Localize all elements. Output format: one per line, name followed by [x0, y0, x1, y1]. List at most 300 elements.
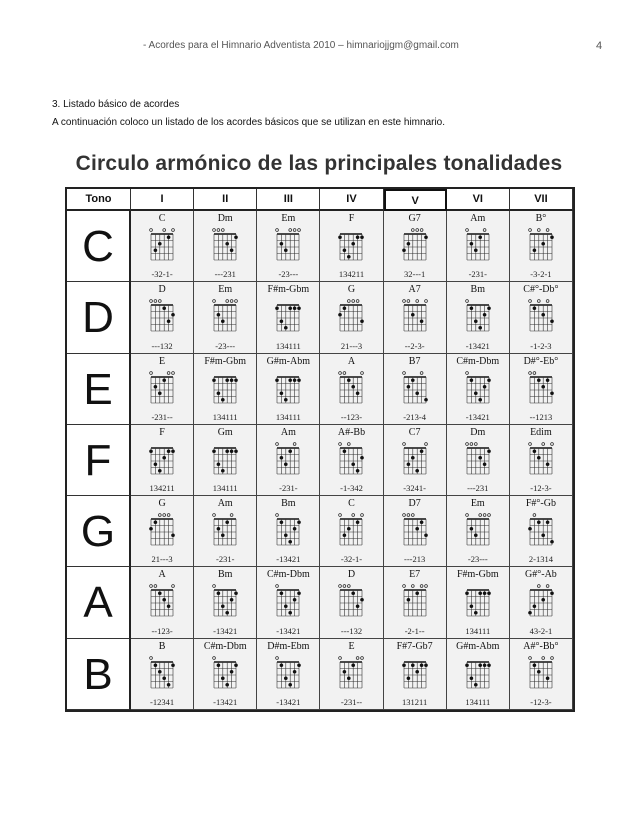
- chord-name: Bm: [470, 284, 485, 296]
- open-string-mark: [276, 229, 279, 232]
- finger-dot: [154, 521, 158, 525]
- chord-cell: [320, 639, 383, 710]
- chord-diagram: [401, 654, 429, 694]
- finger-dot: [424, 663, 428, 667]
- chord-fingering: -13421: [213, 625, 238, 636]
- chord-name: G: [158, 498, 166, 510]
- finger-dot: [419, 521, 423, 525]
- chord-cell: [384, 496, 447, 567]
- chord-fingering: --1213: [529, 411, 553, 422]
- chord-diagram: [527, 582, 555, 622]
- open-string-mark: [465, 229, 468, 232]
- open-string-mark: [529, 656, 532, 659]
- finger-dot: [419, 320, 423, 324]
- open-string-mark: [424, 585, 427, 588]
- chord-name: Dm: [470, 426, 486, 438]
- finger-dot: [356, 391, 360, 395]
- open-string-mark: [343, 585, 346, 588]
- header-degree: I: [131, 189, 194, 211]
- finger-dot: [356, 469, 360, 473]
- chord-diagram: [401, 511, 429, 551]
- finger-dot: [217, 592, 221, 596]
- finger-dot: [415, 592, 419, 596]
- open-string-mark: [407, 514, 410, 517]
- open-string-mark: [213, 656, 216, 659]
- chord-diagram: [337, 369, 365, 409]
- open-string-mark: [213, 514, 216, 517]
- open-string-mark: [411, 229, 414, 232]
- chord-cell: [510, 425, 573, 496]
- open-string-mark: [465, 442, 468, 445]
- open-string-mark: [537, 229, 540, 232]
- chord-cell: [384, 425, 447, 496]
- chord-name: F: [348, 213, 355, 224]
- finger-dot: [424, 398, 428, 402]
- open-string-mark: [352, 300, 355, 303]
- finger-dot: [298, 378, 302, 382]
- chord-cell: [257, 211, 320, 282]
- chord-cell: [510, 211, 573, 282]
- chord-diagram: [337, 226, 365, 266]
- chord-fingering: 134111: [212, 411, 238, 422]
- finger-dot: [550, 391, 554, 395]
- finger-dot: [402, 248, 406, 252]
- chord-fingering: 43-2-1: [529, 625, 553, 636]
- chord-cell: [194, 211, 257, 282]
- chord-diagram: [337, 440, 365, 480]
- open-string-mark: [352, 514, 355, 517]
- finger-dot: [289, 611, 293, 615]
- finger-dot: [411, 456, 415, 460]
- finger-dot: [226, 521, 230, 525]
- finger-dot: [298, 592, 302, 596]
- finger-dot: [154, 663, 158, 667]
- finger-dot: [347, 378, 351, 382]
- finger-dot: [474, 611, 478, 615]
- finger-dot: [217, 462, 221, 466]
- chord-fingering: 134111: [212, 483, 238, 494]
- chord-diagram: [274, 369, 302, 409]
- chord-fingering: ---213: [404, 554, 426, 565]
- finger-dot: [478, 592, 482, 596]
- chord-name: Gm: [217, 426, 233, 438]
- finger-dot: [406, 385, 410, 389]
- chord-fingering: ---132: [340, 625, 363, 636]
- finger-dot: [487, 592, 491, 596]
- finger-dot: [217, 391, 221, 395]
- chord-diagram: [211, 226, 239, 266]
- open-string-mark: [402, 585, 405, 588]
- chord-cell: [257, 496, 320, 567]
- open-string-mark: [163, 514, 166, 517]
- chord-cell: [510, 282, 573, 353]
- chord-fingering: -32-1-: [340, 554, 363, 565]
- finger-dot: [528, 527, 532, 531]
- finger-dot: [483, 663, 487, 667]
- open-string-mark: [402, 371, 405, 374]
- chord-diagram: [401, 369, 429, 409]
- open-string-mark: [465, 300, 468, 303]
- finger-dot: [474, 248, 478, 252]
- open-string-mark: [483, 514, 486, 517]
- finger-dot: [280, 521, 284, 525]
- chord-name: F#m-Gbm: [456, 569, 499, 581]
- key-label: D: [67, 282, 131, 353]
- section-heading: 3. Listado básico de acordes: [52, 99, 180, 110]
- finger-dot: [171, 449, 175, 453]
- finger-dot: [293, 670, 297, 674]
- open-string-mark: [294, 442, 297, 445]
- finger-dot: [284, 676, 288, 680]
- chord-fingering: -231--: [151, 411, 173, 422]
- chord-fingering: 134111: [275, 340, 301, 351]
- finger-dot: [352, 462, 356, 466]
- open-string-mark: [213, 229, 216, 232]
- finger-dot: [415, 391, 419, 395]
- chord-fingering: -3-2-1: [530, 269, 552, 280]
- finger-dot: [212, 378, 216, 382]
- chord-name: F#m-Gbm: [267, 284, 310, 296]
- finger-dot: [230, 449, 234, 453]
- header-text: - Acordes para el Himnario Adventista 2010 – himnariojjgm@gmail.com: [143, 40, 459, 51]
- finger-dot: [234, 378, 238, 382]
- open-string-mark: [474, 442, 477, 445]
- finger-dot: [415, 469, 419, 473]
- open-string-mark: [276, 585, 279, 588]
- finger-dot: [162, 456, 166, 460]
- chord-cell: [320, 496, 383, 567]
- open-string-mark: [546, 300, 549, 303]
- chord-diagram: [401, 226, 429, 266]
- chord-name: G: [347, 284, 356, 296]
- key-label: B: [67, 639, 131, 710]
- open-string-mark: [551, 656, 554, 659]
- finger-dot: [167, 449, 171, 453]
- chord-diagram: [337, 297, 365, 337]
- finger-dot: [469, 527, 473, 531]
- finger-dot: [280, 242, 284, 246]
- finger-dot: [487, 449, 491, 453]
- finger-dot: [352, 242, 356, 246]
- finger-dot: [546, 521, 550, 525]
- chord-fingering: --123-: [340, 411, 363, 422]
- finger-dot: [162, 378, 166, 382]
- chord-name: Am: [280, 426, 296, 438]
- chord-diagram: [211, 511, 239, 551]
- open-string-mark: [402, 442, 405, 445]
- open-string-mark: [529, 371, 532, 374]
- chord-cell: [447, 425, 510, 496]
- chord-diagram: [464, 440, 492, 480]
- chord-name: C7: [408, 426, 421, 438]
- open-string-mark: [357, 300, 360, 303]
- chord-diagram: [527, 297, 555, 337]
- finger-dot: [528, 611, 532, 615]
- chord-name: F#7-Gb7: [396, 640, 433, 652]
- finger-dot: [280, 663, 284, 667]
- open-string-mark: [420, 229, 423, 232]
- open-string-mark: [465, 371, 468, 374]
- chord-name: G#m-Abm: [266, 355, 311, 367]
- open-string-mark: [339, 442, 342, 445]
- open-string-mark: [276, 442, 279, 445]
- finger-dot: [465, 663, 469, 667]
- chord-cell: [257, 354, 320, 425]
- finger-dot: [356, 521, 360, 525]
- finger-dot: [483, 592, 487, 596]
- chord-fingering: 32---1: [404, 269, 426, 280]
- open-string-mark: [230, 300, 233, 303]
- chord-name: G#°-Ab: [525, 569, 557, 581]
- chord-diagram: [274, 440, 302, 480]
- finger-dot: [221, 534, 225, 538]
- open-string-mark: [542, 442, 545, 445]
- open-string-mark: [420, 371, 423, 374]
- finger-dot: [162, 676, 166, 680]
- open-string-mark: [276, 656, 279, 659]
- key-label: C: [67, 211, 131, 282]
- finger-dot: [284, 398, 288, 402]
- chord-cell: [447, 282, 510, 353]
- finger-dot: [347, 676, 351, 680]
- finger-dot: [352, 385, 356, 389]
- finger-dot: [537, 521, 541, 525]
- chord-cell: [257, 282, 320, 353]
- chord-cell: [510, 567, 573, 638]
- chord-fingering: -13421: [276, 625, 301, 636]
- open-string-mark: [172, 585, 175, 588]
- chord-cell: [447, 567, 510, 638]
- finger-dot: [158, 670, 162, 674]
- finger-dot: [217, 313, 221, 317]
- finger-dot: [298, 307, 302, 311]
- finger-dot: [361, 456, 365, 460]
- open-string-mark: [217, 229, 220, 232]
- open-string-mark: [415, 229, 418, 232]
- chord-diagram: [274, 582, 302, 622]
- header-degree: IV: [320, 189, 383, 211]
- finger-dot: [280, 592, 284, 596]
- chord-diagram: [464, 511, 492, 551]
- finger-dot: [347, 527, 351, 531]
- finger-dot: [167, 320, 171, 324]
- open-string-mark: [230, 514, 233, 517]
- open-string-mark: [150, 229, 153, 232]
- chord-cell: [131, 639, 194, 710]
- finger-dot: [158, 469, 162, 473]
- open-string-mark: [411, 585, 414, 588]
- chord-name: F#°-Gb: [525, 498, 556, 510]
- chord-diagram: [464, 226, 492, 266]
- chord-fingering: 134111: [275, 411, 301, 422]
- open-string-mark: [235, 300, 238, 303]
- chord-name: Dm: [217, 213, 233, 224]
- chord-diagram: [211, 440, 239, 480]
- chord-diagram: [464, 297, 492, 337]
- finger-dot: [537, 456, 541, 460]
- chord-diagram: [274, 654, 302, 694]
- key-label: E: [67, 354, 131, 425]
- finger-dot: [533, 248, 537, 252]
- open-string-mark: [407, 300, 410, 303]
- finger-dot: [469, 242, 473, 246]
- finger-dot: [469, 605, 473, 609]
- chord-fingering: 134111: [465, 696, 491, 707]
- finger-dot: [361, 598, 365, 602]
- chord-cell: [320, 354, 383, 425]
- open-string-mark: [158, 300, 161, 303]
- finger-dot: [352, 592, 356, 596]
- key-label: A: [67, 567, 131, 638]
- chord-diagram: [274, 297, 302, 337]
- chord-name: E: [348, 640, 355, 652]
- chord-fingering: 134211: [338, 269, 365, 280]
- finger-dot: [154, 385, 158, 389]
- finger-dot: [284, 326, 288, 330]
- finger-dot: [352, 663, 356, 667]
- chord-diagram: [527, 654, 555, 694]
- key-label: G: [67, 496, 131, 567]
- finger-dot: [154, 462, 158, 466]
- chord-name: B°: [535, 213, 547, 224]
- chord-diagram: [527, 369, 555, 409]
- finger-dot: [221, 398, 225, 402]
- open-string-mark: [289, 229, 292, 232]
- chord-fingering: 2-1314: [528, 554, 553, 565]
- finger-dot: [537, 670, 541, 674]
- chord-name: D: [158, 284, 166, 296]
- open-string-mark: [213, 585, 216, 588]
- open-string-mark: [339, 371, 342, 374]
- finger-dot: [483, 385, 487, 389]
- finger-dot: [298, 521, 302, 525]
- chord-name: D#°-Eb°: [523, 355, 559, 367]
- chord-diagram: [464, 654, 492, 694]
- finger-dot: [541, 242, 545, 246]
- finger-dot: [356, 605, 360, 609]
- chord-diagram: [464, 369, 492, 409]
- chord-name: Em: [218, 284, 233, 296]
- finger-dot: [533, 663, 537, 667]
- finger-dot: [487, 307, 491, 311]
- finger-dot: [284, 534, 288, 538]
- finger-dot: [234, 592, 238, 596]
- open-string-mark: [298, 229, 301, 232]
- finger-dot: [419, 663, 423, 667]
- chord-diagram: [401, 582, 429, 622]
- finger-dot: [541, 385, 545, 389]
- open-string-mark: [339, 585, 342, 588]
- finger-dot: [343, 307, 347, 311]
- chord-diagram: [211, 369, 239, 409]
- open-string-mark: [167, 371, 170, 374]
- chord-cell: [447, 354, 510, 425]
- finger-dot: [411, 378, 415, 382]
- chord-name: C: [348, 498, 355, 510]
- chord-cell: [320, 425, 383, 496]
- chord-fingering: -12-3-: [530, 483, 552, 494]
- open-string-mark: [361, 656, 364, 659]
- finger-dot: [478, 663, 482, 667]
- chord-cell: [384, 567, 447, 638]
- open-string-mark: [424, 300, 427, 303]
- open-string-mark: [348, 300, 351, 303]
- open-string-mark: [479, 514, 482, 517]
- chord-fingering: 21---3: [340, 340, 363, 351]
- chord-cell: [257, 567, 320, 638]
- open-string-mark: [411, 514, 414, 517]
- open-string-mark: [357, 656, 360, 659]
- finger-dot: [171, 663, 175, 667]
- finger-dot: [230, 670, 234, 674]
- finger-dot: [474, 391, 478, 395]
- finger-dot: [158, 391, 162, 395]
- open-string-mark: [470, 442, 473, 445]
- finger-dot: [234, 663, 238, 667]
- chord-name: A: [158, 569, 166, 581]
- finger-dot: [406, 598, 410, 602]
- finger-dot: [221, 605, 225, 609]
- finger-dot: [415, 670, 419, 674]
- finger-dot: [546, 378, 550, 382]
- chord-name: C#m-Dbm: [203, 640, 247, 652]
- finger-dot: [347, 255, 351, 259]
- finger-dot: [550, 235, 554, 239]
- chord-cell: [320, 567, 383, 638]
- chord-name: C#m-Dbm: [456, 355, 500, 367]
- chord-fingering: -32-1-: [151, 269, 173, 280]
- chord-name: Em: [281, 213, 296, 224]
- chord-cell: [194, 354, 257, 425]
- chord-fingering: -231-: [216, 554, 235, 565]
- open-string-mark: [154, 300, 157, 303]
- chord-fingering: -23---: [467, 554, 488, 565]
- finger-dot: [487, 663, 491, 667]
- chord-cell: [447, 639, 510, 710]
- open-string-mark: [276, 514, 279, 517]
- finger-dot: [158, 592, 162, 596]
- chord-diagram: [337, 511, 365, 551]
- finger-dot: [293, 307, 297, 311]
- finger-dot: [298, 663, 302, 667]
- finger-dot: [546, 676, 550, 680]
- finger-dot: [289, 683, 293, 687]
- finger-dot: [424, 235, 428, 239]
- chord-fingering: 21---3: [151, 554, 173, 565]
- finger-dot: [149, 527, 153, 531]
- chord-fingering: ---231: [467, 483, 489, 494]
- chord-name: C#m-Dbm: [266, 569, 310, 581]
- chord-cell: [194, 496, 257, 567]
- chord-cell: [320, 282, 383, 353]
- chord-diagram: [401, 297, 429, 337]
- chord-fingering: 134111: [465, 625, 491, 636]
- finger-dot: [167, 235, 171, 239]
- chord-cell: [257, 639, 320, 710]
- finger-dot: [226, 242, 230, 246]
- finger-dot: [162, 598, 166, 602]
- open-string-mark: [294, 229, 297, 232]
- open-string-mark: [226, 300, 229, 303]
- open-string-mark: [339, 656, 342, 659]
- finger-dot: [280, 391, 284, 395]
- chord-diagram: [148, 369, 176, 409]
- chord-fingering: -12-3-: [530, 696, 552, 707]
- finger-dot: [469, 676, 473, 680]
- chord-diagram: [337, 582, 365, 622]
- finger-dot: [289, 307, 293, 311]
- chord-diagram: [464, 582, 492, 622]
